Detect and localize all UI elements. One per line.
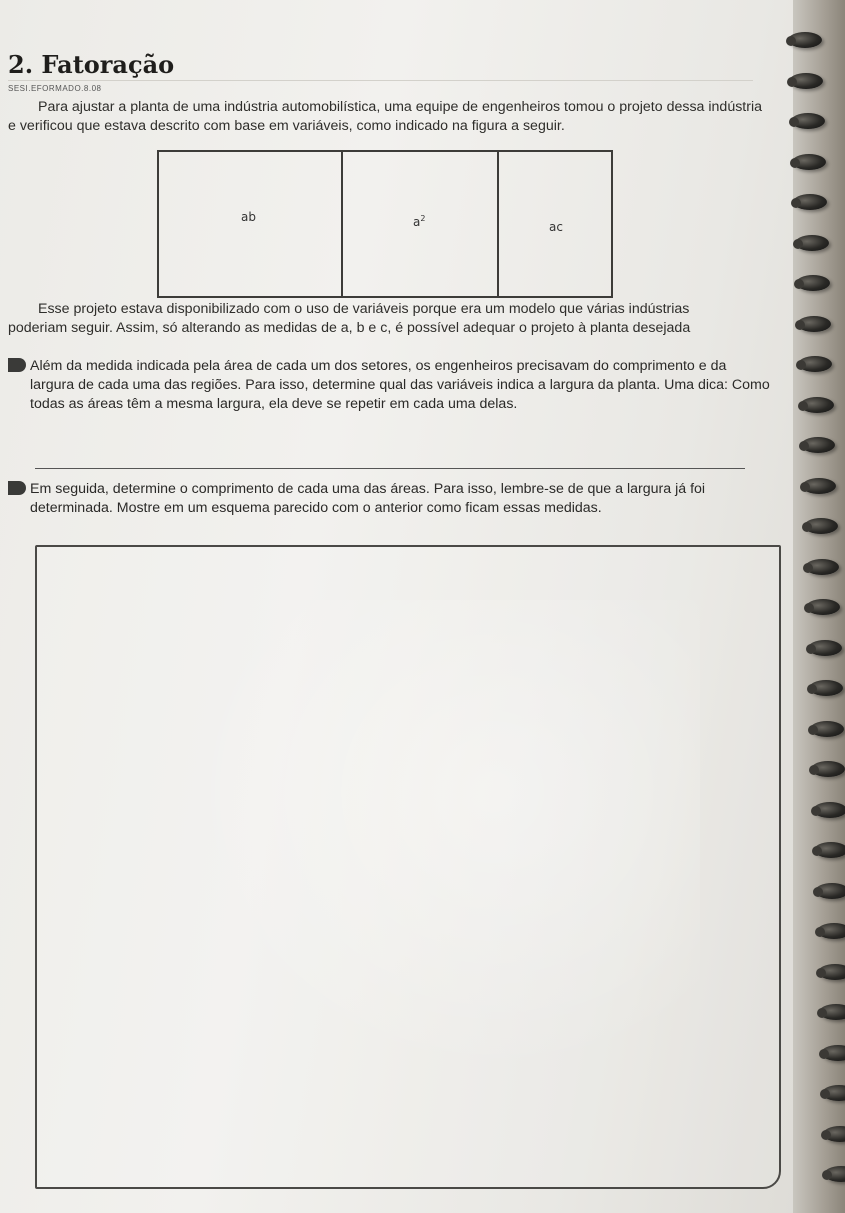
binding-hole [800,482,810,492]
section-title: 2. Fatoração [8,50,175,79]
question-1-text: Além da medida indicada pela área de cada um dos setores, os engenheiros precisavam do comprimento e da largura de cada uma das regiões. Para isso, determine qual das variáveis indica a largura da planta. Uma dica: Como todas as áreas têm a mesma largura, ela deve se repetir em cada uma delas. [30,358,770,412]
binding-hole [808,725,818,735]
binding-hole [786,36,796,46]
binding-hole [806,644,816,654]
binding-hole [816,968,826,978]
intro-paragraph: Para ajustar a planta de uma indústria automobilística, uma equipe de engenheiros tomou o projeto dessa indústria e verificou que estava descrito com base em variáveis, como indicado na figura a seguir. [8,99,763,134]
header-divider [8,80,753,81]
binding-hole [794,279,804,289]
binding-hole [807,684,817,694]
paper-highlight [180,600,700,1080]
explanation-paragraph: Esse projeto estava disponibilizado com o uso de variáveis porque era um modelo que várias indústrias poderiam seguir. Assim, só alterando as medidas de a, b e c, é possível adequar o projeto à planta desejada [8,301,691,336]
binding-hole [819,1049,829,1059]
diagram-cell-ab [159,152,343,296]
question-marker-icon [8,358,26,372]
binding-hole [799,441,809,451]
question-1 [30,357,770,414]
binding-hole [811,806,821,816]
binding-hole [820,1089,830,1099]
binding-hole [813,887,823,897]
binding-hole [789,117,799,127]
binding-hole [821,1130,831,1140]
binding-hole [802,522,812,532]
section-code: SESI.EFORMADO.8.08 [8,84,102,93]
answer-line[interactable] [35,468,745,469]
question-marker-icon [8,481,26,495]
question-2 [30,480,770,518]
cell-label-ac: ac [549,220,563,234]
cell-label-a2: $a^2$ [413,214,426,229]
cell-label-ab: ab [241,210,256,224]
plant-diagram [157,150,613,298]
diagram-cell-ac [499,152,611,296]
binding-hole [795,320,805,330]
binding-hole [793,239,803,249]
binding-hole [803,563,813,573]
binding-hole [798,401,808,411]
binding-hole [815,927,825,937]
binding-hole [787,77,797,87]
binding-hole [790,158,800,168]
question-2-text: Em seguida, determine o comprimento de cada uma das áreas. Para isso, lembre-se de que a largura já foi determinada. Mostre em um esquema parecido com o anterior como ficam essas medidas. [30,481,706,516]
binding-hole [812,846,822,856]
diagram-cell-a2 [343,152,499,296]
